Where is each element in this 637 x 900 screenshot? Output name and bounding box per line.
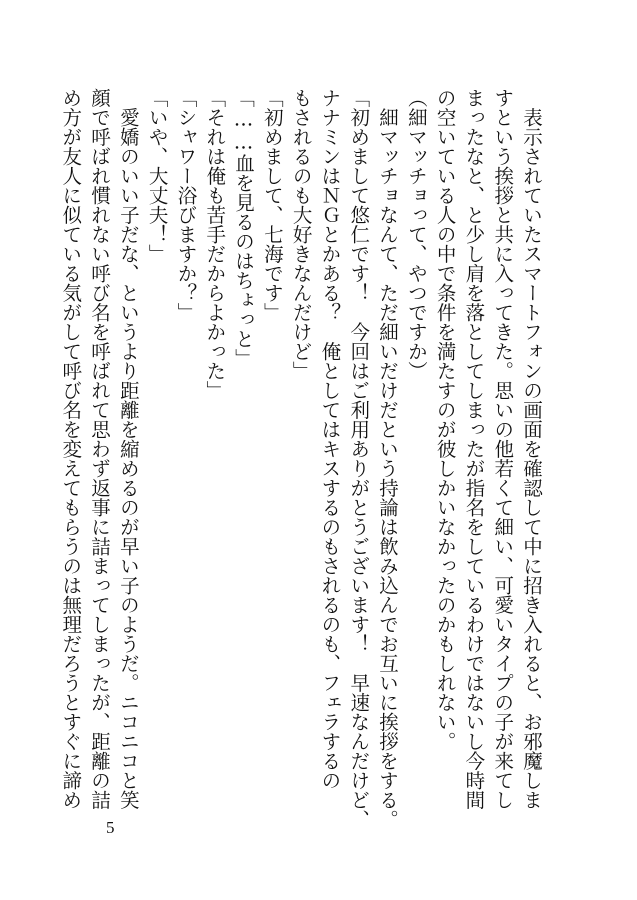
- text-line: 細マッチョなんて、ただ細いだけだという持論は飲み込んでお互いに挨拶をする。: [376, 88, 400, 829]
- text-line: め方が友人に似ている気がして呼び名を変えてもらうのは無理だろうとすぐに諦め: [59, 88, 83, 810]
- text-line: もされるのも大好きなんだけど」: [289, 88, 313, 381]
- text-line: すという挨拶と共に入ってきた。思いの他若くて細い、可愛いタイプの子が来てし: [491, 88, 515, 810]
- page-number: 5: [106, 818, 115, 837]
- text-line: （細マッチョって、やつですか）: [404, 88, 428, 381]
- text-line: 「……血を見るのはちょっと」: [232, 88, 256, 368]
- text-line: 「シャワー浴びますか？」: [174, 88, 198, 322]
- text-line: 表示されていたスマートフォンの画面を確認して中に招き入れると、お邪魔しま: [520, 88, 543, 810]
- text-line: 「初めまして、七海です」: [260, 88, 284, 322]
- text-line: 愛嬌のいい子だな、というより距離を縮めるのが早い子のようだ。ニコニコと笑: [116, 88, 140, 810]
- text-line: 「初めまして悠仁です！ 今回はご利用ありがとうございます！ 早速なんだけど、: [347, 88, 371, 829]
- text-line: 顔で呼ばれ慣れない呼び名を呼ばれて思わず返事に詰まってしまったが、距離の詰: [88, 88, 112, 810]
- text-line: ナナミンはＮＧとかある？ 俺としてはキスするのもされるのも、フェラするの: [318, 88, 342, 790]
- text-line: 「いや、大丈夫！」: [145, 88, 169, 264]
- text-line: 「それは俺も苦手だからよかった」: [203, 88, 227, 400]
- text-line: まったなと、と少し肩を落としてしまったが指名をしているわけではないし今時間: [462, 88, 486, 810]
- vertical-text-body: [59, 88, 545, 829]
- text-line: の空いている人の中で条件を満たすのが彼しかいなかったのかもしれない。: [433, 88, 457, 751]
